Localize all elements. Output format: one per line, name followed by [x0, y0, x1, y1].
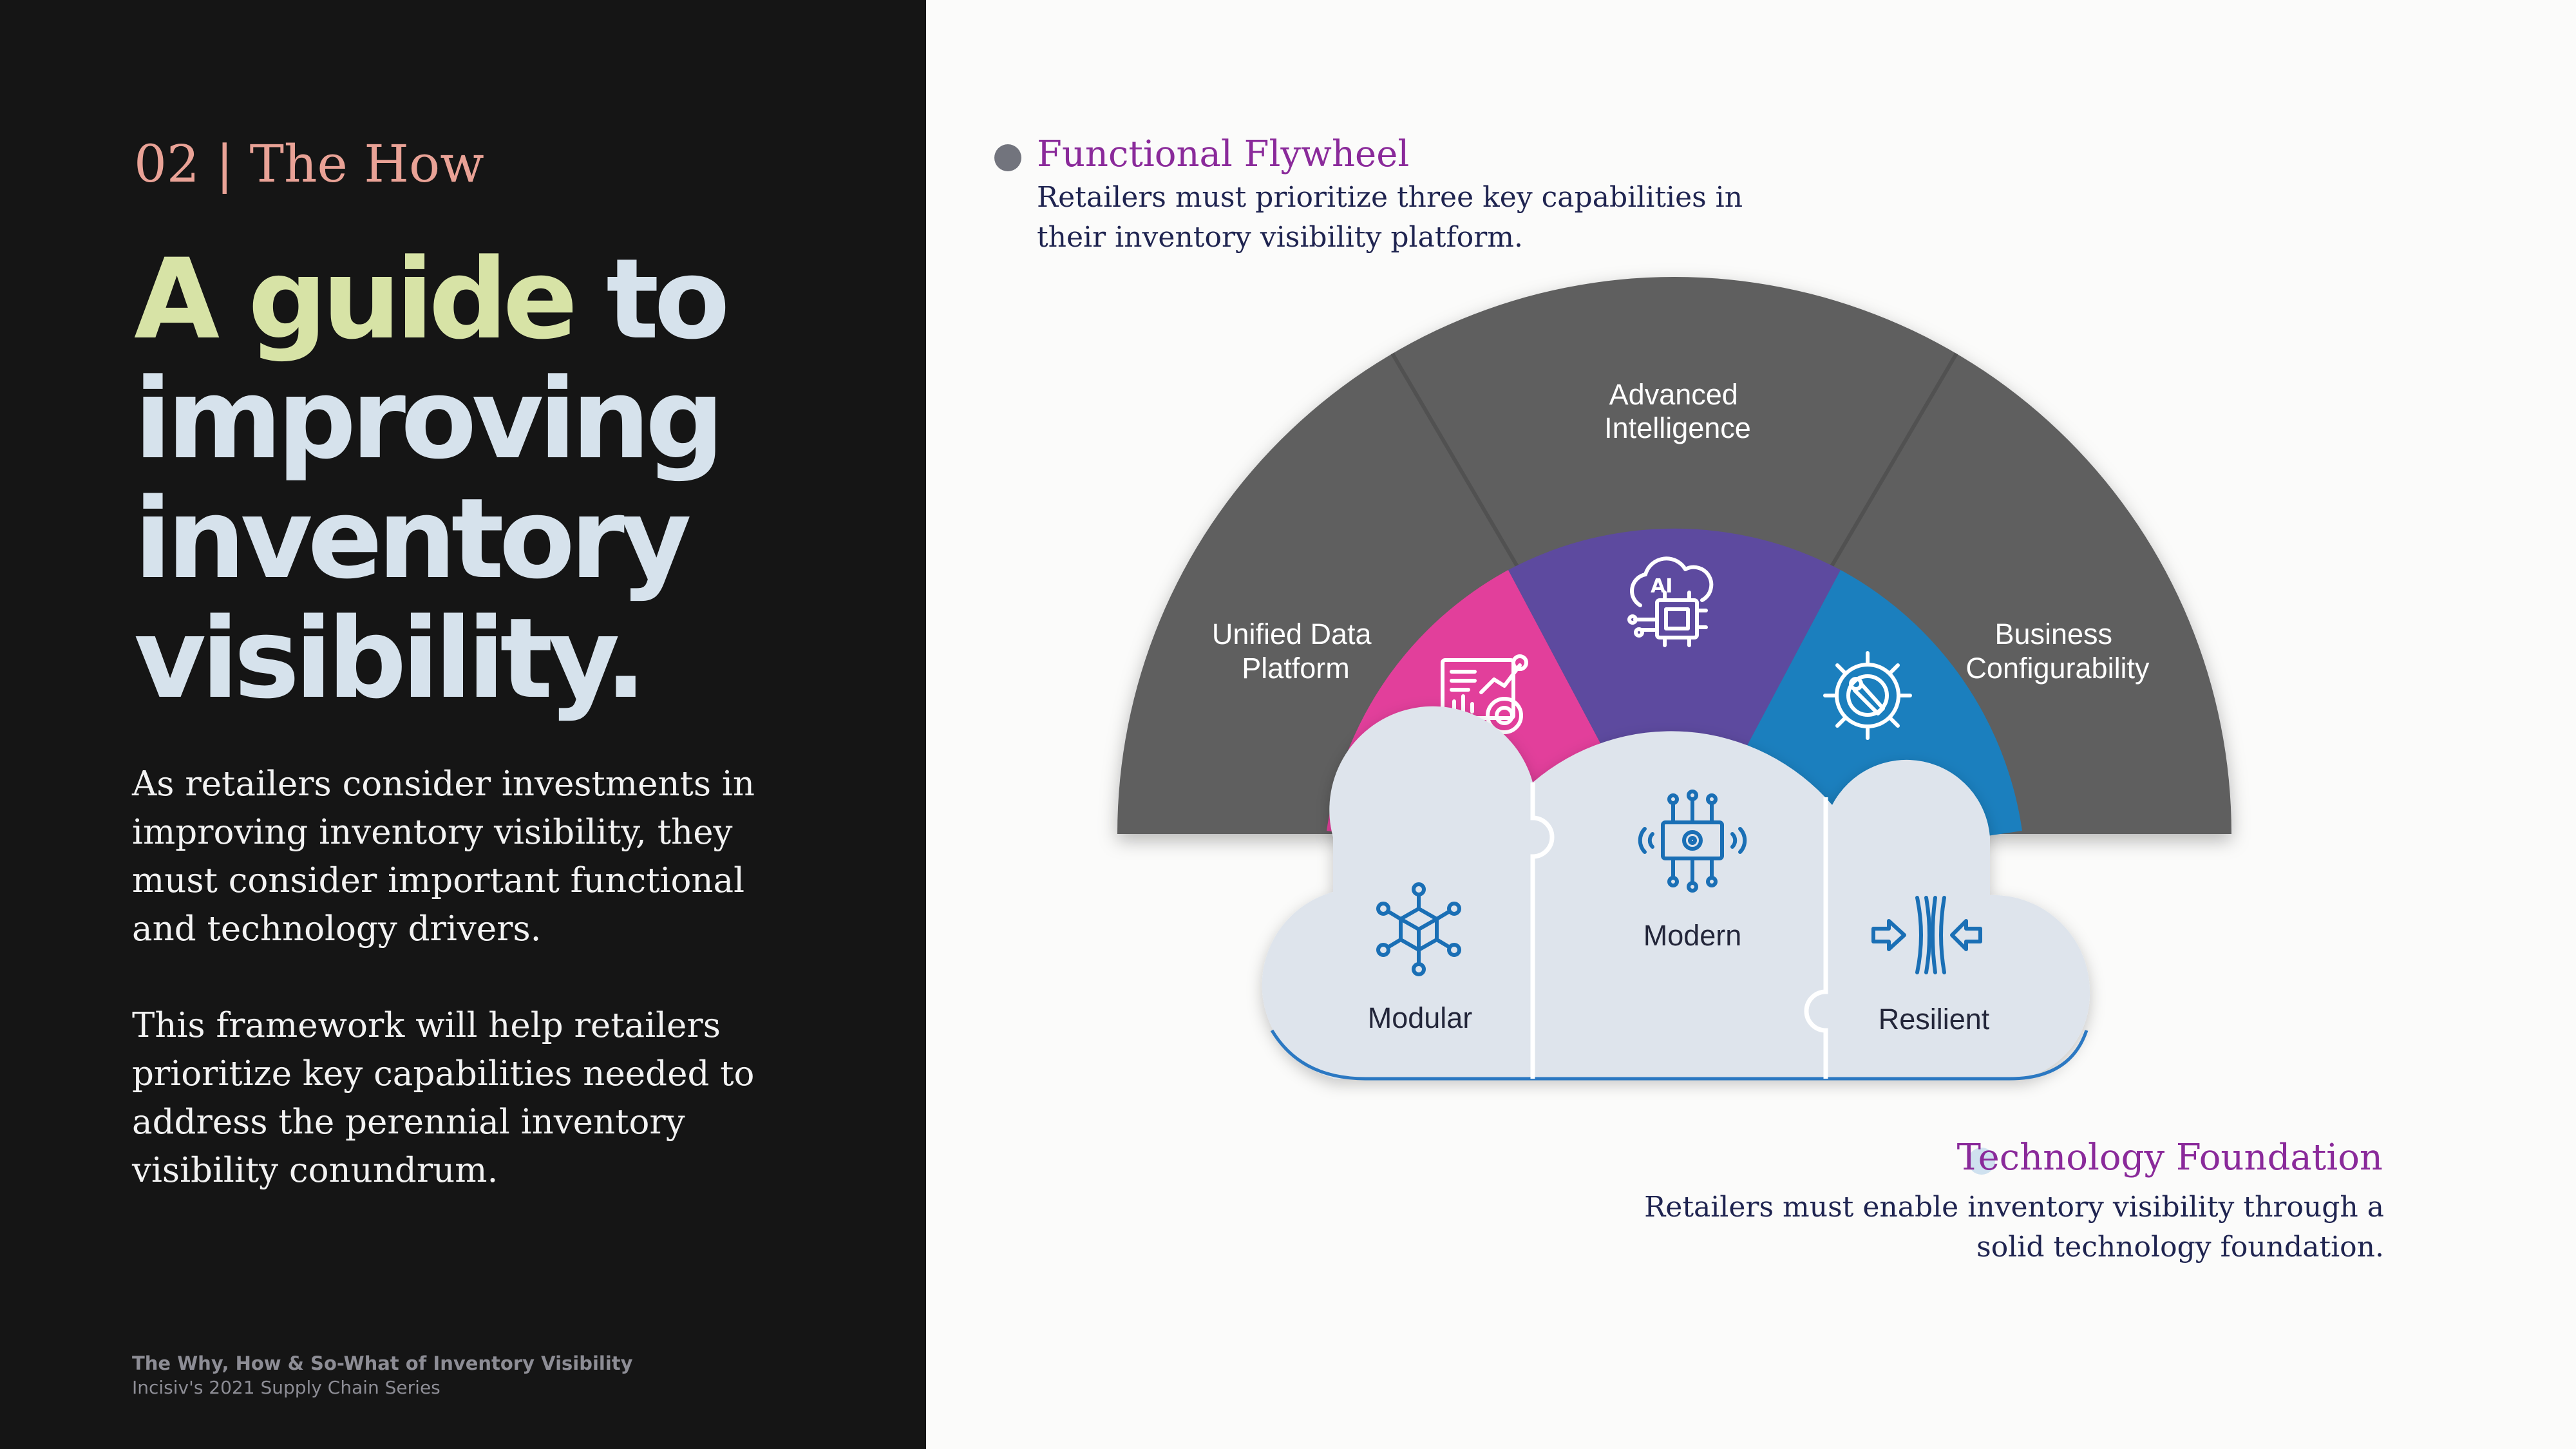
flywheel-legend-title: Functional Flywheel: [1037, 133, 1410, 175]
foundation-label-modular: Modular: [1367, 1001, 1473, 1034]
footer-subtitle: Incisiv's 2021 Supply Chain Series: [132, 1377, 440, 1398]
title-line-3: inventory: [134, 474, 687, 603]
framework-paragraph: This framework will help retailers prioritize key capabilities needed to address the perennial inventory visibility conundrum.: [132, 1006, 755, 1190]
foundation-label-resilient: Resilient: [1878, 1003, 1990, 1036]
technology-legend-text: Retailers must enable inventory visibility through a solid technology foundation.: [1644, 1191, 2384, 1264]
segment-label-unified-data: Unified Data Platform: [1211, 618, 1372, 685]
title-highlight: A guide: [134, 234, 573, 364]
segment-label-business-configurability: Business Configurability: [1965, 618, 2150, 685]
intro-paragraph: As retailers consider investments in improving inventory visibility, they must consider important functional and technology drivers.: [132, 764, 755, 949]
flywheel-legend-text: Retailers must prioritize three key capabilities in their inventory visibility platform.: [1037, 181, 1743, 254]
segment-label-advanced-intelligence: Advanced Intelligence: [1604, 378, 1751, 444]
title-line-2: improving: [134, 354, 719, 484]
svg-text:AI: AI: [1651, 575, 1673, 598]
footer-title: The Why, How & So-What of Inventory Visibility: [132, 1352, 633, 1374]
technology-legend-title: Technology Foundation: [1956, 1137, 2383, 1179]
foundation-label-modern: Modern: [1643, 919, 1742, 952]
section-eyebrow: 02 | The How: [134, 134, 484, 194]
title-line-1-rest: to: [573, 234, 725, 364]
title-line-4: visibility.: [134, 594, 642, 723]
